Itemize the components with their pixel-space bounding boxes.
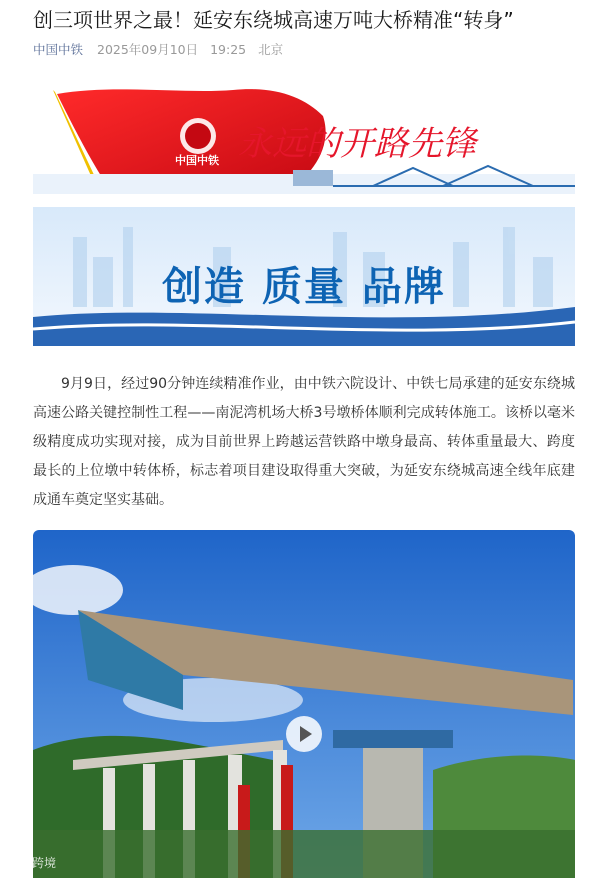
article-paragraph: 9月9日，经过90分钟连续精准作业，由中铁六院设计、中铁七局承建的延安东绕城高速公路关键控制性工程——南泥湾机场大桥3号墩桥体顺利完成转体施工。该桥以毫米级精度成功实现对接，成为目前世界上跨越运营铁路中墩身最高、转体重量最大、跨度最长的上位墩中转体桥，标志着项目建设取得重大突破，为延安东绕城高速全线年底建成通车奠定坚实基础。: [33, 376, 575, 508]
article-location: 北京: [258, 42, 284, 57]
brand-logo-text: 中国中铁: [175, 154, 219, 167]
article-source-link[interactable]: 中国中铁: [33, 42, 84, 57]
article-meta: [33, 40, 283, 58]
article-title: 创三项世界之最！延安东绕城高速万吨大桥精准“转身”: [33, 8, 514, 32]
article-time: 19:25: [210, 42, 247, 57]
bridge-video-cover[interactable]: [33, 530, 575, 878]
banner-quality-slogan: 创造 质量 品牌: [162, 264, 446, 310]
banner-slogan-calligraphy: 永远的开路先锋: [238, 124, 476, 164]
watermark-text: 大数跨境: [8, 856, 57, 870]
header-banner-image: [33, 86, 575, 194]
article-date: 2025年09月10日: [97, 42, 199, 57]
play-icon[interactable]: [286, 716, 322, 752]
quality-banner-image: [33, 207, 575, 346]
bridge-photo: [33, 530, 575, 878]
